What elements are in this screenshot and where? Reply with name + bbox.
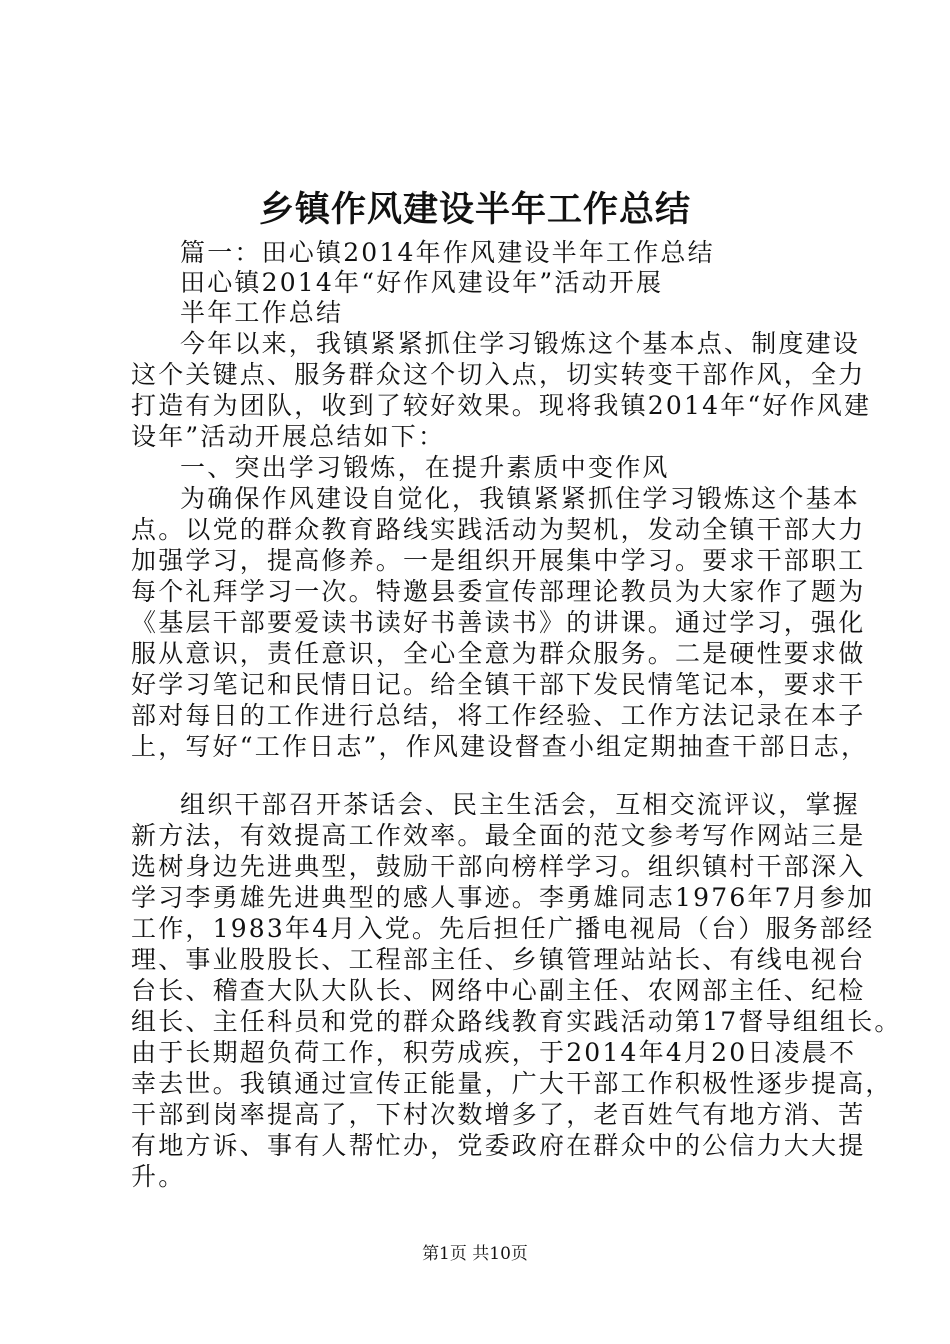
paragraph-line: 今年以来，我镇紧紧抓住学习锻炼这个基本点、制度建设 <box>180 329 861 358</box>
paragraph-line: 组长、主任科员和党的群众路线教育实践活动第17督导组组长。 <box>131 1007 902 1036</box>
paragraph-line: 为确保作风建设自觉化，我镇紧紧抓住学习锻炼这个基本 <box>180 484 861 513</box>
subtitle-line-2: 田心镇2014年“好作风建设年”活动开展 <box>180 268 664 297</box>
paragraph-line: 学习李勇雄先进典型的感人事迹。李勇雄同志1976年7月参加 <box>131 883 875 912</box>
section-heading: 一、突出学习锻炼，在提升素质中变作风 <box>180 453 670 482</box>
paragraph-line: 服从意识，责任意识，全心全意为群众服务。二是硬性要求做 <box>131 639 866 668</box>
paragraph-line: 好学习笔记和民情日记。给全镇干部下发民情笔记本，要求干 <box>131 670 866 699</box>
paragraph-line: 《基层干部要爱读书读好书善读书》的讲课。通过学习，强化 <box>131 608 866 637</box>
paragraph-line: 上，写好“工作日志”，作风建设督查小组定期抽查干部日志， <box>131 732 869 761</box>
paragraph-line: 这个关键点、服务群众这个切入点，切实转变干部作风，全力 <box>131 360 866 389</box>
paragraph-line: 有地方诉、事有人帮忙办，党委政府在群众中的公信力大大提 <box>131 1131 866 1160</box>
paragraph-line: 工作，1983年4月入党。先后担任广播电视局（台）服务部经 <box>131 914 875 943</box>
document-title: 乡镇作风建设半年工作总结 <box>258 189 691 230</box>
paragraph-line: 每个礼拜学习一次。特邀县委宣传部理论教员为大家作了题为 <box>131 577 866 606</box>
paragraph-line: 设年”活动开展总结如下： <box>131 422 446 451</box>
subtitle-line-3: 半年工作总结 <box>180 298 344 327</box>
paragraph-line: 点。以党的群众教育路线实践活动为契机，发动全镇干部大力 <box>131 515 866 544</box>
paragraph-line: 部对每日的工作进行总结，将工作经验、工作方法记录在本子 <box>131 701 866 730</box>
paragraph-line: 升。 <box>131 1162 186 1191</box>
paragraph-line: 由于长期超负荷工作，积劳成疾，于2014年4月20日凌晨不 <box>131 1038 857 1067</box>
page-number-footer: 第1页 共10页 <box>422 1244 528 1264</box>
paragraph-line: 台长、稽查大队大队长、网络中心副主任、农网部主任、纪检 <box>131 976 866 1005</box>
paragraph-line: 打造有为团队，收到了较好效果。现将我镇2014年“好作风建 <box>131 391 872 420</box>
paragraph-line: 幸去世。我镇通过宣传正能量，广大干部工作积极性逐步提高， <box>131 1069 893 1098</box>
paragraph-line: 组织干部召开茶话会、民主生活会，互相交流评议，掌握 <box>180 790 861 819</box>
paragraph-line: 干部到岗率提高了，下村次数增多了，老百姓气有地方消、苦 <box>131 1100 866 1129</box>
paragraph-line: 新方法，有效提高工作效率。最全面的范文参考写作网站三是 <box>131 821 866 850</box>
paragraph-line: 加强学习，提高修养。一是组织开展集中学习。要求干部职工 <box>131 546 866 575</box>
paragraph-line: 理、事业股股长、工程部主任、乡镇管理站站长、有线电视台 <box>131 945 866 974</box>
subtitle-line-1: 篇一：田心镇2014年作风建设半年工作总结 <box>180 238 715 267</box>
paragraph-line: 选树身边先进典型，鼓励干部向榜样学习。组织镇村干部深入 <box>131 852 866 881</box>
